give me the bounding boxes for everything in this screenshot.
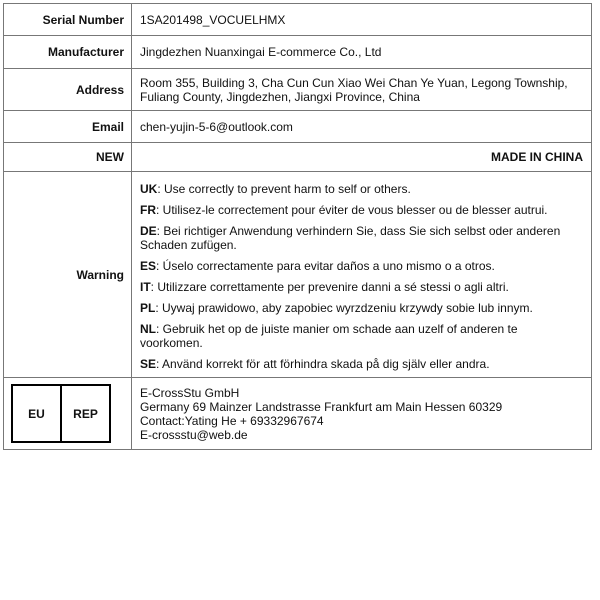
warning-item-es xyxy=(140,259,583,273)
serial-value: 1SA201498_VOCUELHMX xyxy=(132,4,592,36)
warning-lang: PL xyxy=(140,301,156,315)
manufacturer-row xyxy=(4,36,592,69)
eu-rep-address: Germany 69 Mainzer Landstrasse Frankfurt am Main Hessen 60329 xyxy=(140,399,503,414)
warning-item-pl xyxy=(140,301,583,315)
eu-rep-badge xyxy=(11,384,111,443)
warning-lang: FR xyxy=(140,203,156,217)
warning-lang: DE xyxy=(140,224,157,238)
warning-item-it xyxy=(140,280,583,294)
new-row xyxy=(4,143,592,172)
manufacturer-value: Jingdezhen Nuanxingai E-commerce Co., Ltd xyxy=(132,36,592,69)
warning-text: : Gebruik het op de juiste manier om schade aan uzelf of anderen te voorkomen. xyxy=(140,322,518,350)
serial-label: Serial Number xyxy=(4,4,132,36)
warning-item-nl xyxy=(140,322,583,350)
warning-item-fr xyxy=(140,203,583,217)
warning-text: : Använd korrekt för att förhindra skada på dig själv eller andra. xyxy=(156,357,490,371)
warning-row xyxy=(4,172,592,378)
warning-item-se xyxy=(140,357,583,371)
email-row xyxy=(4,111,592,143)
email-label: Email xyxy=(4,111,132,143)
warning-text: : Utilizzare correttamente per prevenire danni a sé stessi o agli altri. xyxy=(150,280,509,294)
warning-lang: ES xyxy=(140,259,157,273)
eu-rep-contact: Contact:Yating He + 69332967674 xyxy=(140,413,324,428)
new-label: NEW xyxy=(4,143,132,172)
warning-text: : Bei richtiger Anwendung verhindern Sie, dass Sie sich selbst oder anderen Schaden zufügen. xyxy=(140,224,561,252)
warning-text: : Úselo correctamente para evitar daños a uno mismo o a otros. xyxy=(156,259,495,273)
address-line-1: Room 355, Building 3, Cha Cun Cun Xiao Wei Chan Ye Yuan, Legong Township, xyxy=(140,75,568,90)
address-row xyxy=(4,69,592,111)
eu-rep-row xyxy=(4,378,592,450)
warning-list-cell xyxy=(132,172,592,378)
warning-label: Warning xyxy=(4,172,132,378)
product-label-table xyxy=(3,3,592,450)
warning-lang: SE xyxy=(140,357,157,371)
address-label: Address xyxy=(4,69,132,111)
warning-text: : Uywaj prawidowo, aby zapobiec wyrzdzeniu krzywdy sobie lub innym. xyxy=(155,301,533,315)
eu-badge-box: EU xyxy=(11,384,62,443)
address-line-2: Fuliang County, Jingdezhen, Jiangxi Province, China xyxy=(140,89,420,104)
made-in-china: MADE IN CHINA xyxy=(132,143,592,172)
warning-item-de xyxy=(140,224,583,252)
eu-rep-company: E-CrossStu GmbH xyxy=(140,385,240,400)
eu-rep-badge-cell xyxy=(4,378,132,450)
warning-text: : Use correctly to prevent harm to self or others. xyxy=(157,182,411,196)
warning-item-uk xyxy=(140,182,583,196)
eu-rep-email: E-crossstu@web.de xyxy=(140,427,248,442)
warning-list xyxy=(140,172,583,377)
manufacturer-label: Manufacturer xyxy=(4,36,132,69)
address-value xyxy=(132,69,592,111)
email-value: chen-yujin-5-6@outlook.com xyxy=(132,111,592,143)
warning-text: : Utilisez-le correctement pour éviter de vous blesser ou de blesser autrui. xyxy=(156,203,548,217)
rep-badge-box: REP xyxy=(60,384,111,443)
warning-lang: UK xyxy=(140,182,158,196)
eu-rep-details xyxy=(132,378,592,450)
warning-lang: NL xyxy=(140,322,156,336)
serial-row xyxy=(4,4,592,36)
warning-lang: IT xyxy=(140,280,151,294)
